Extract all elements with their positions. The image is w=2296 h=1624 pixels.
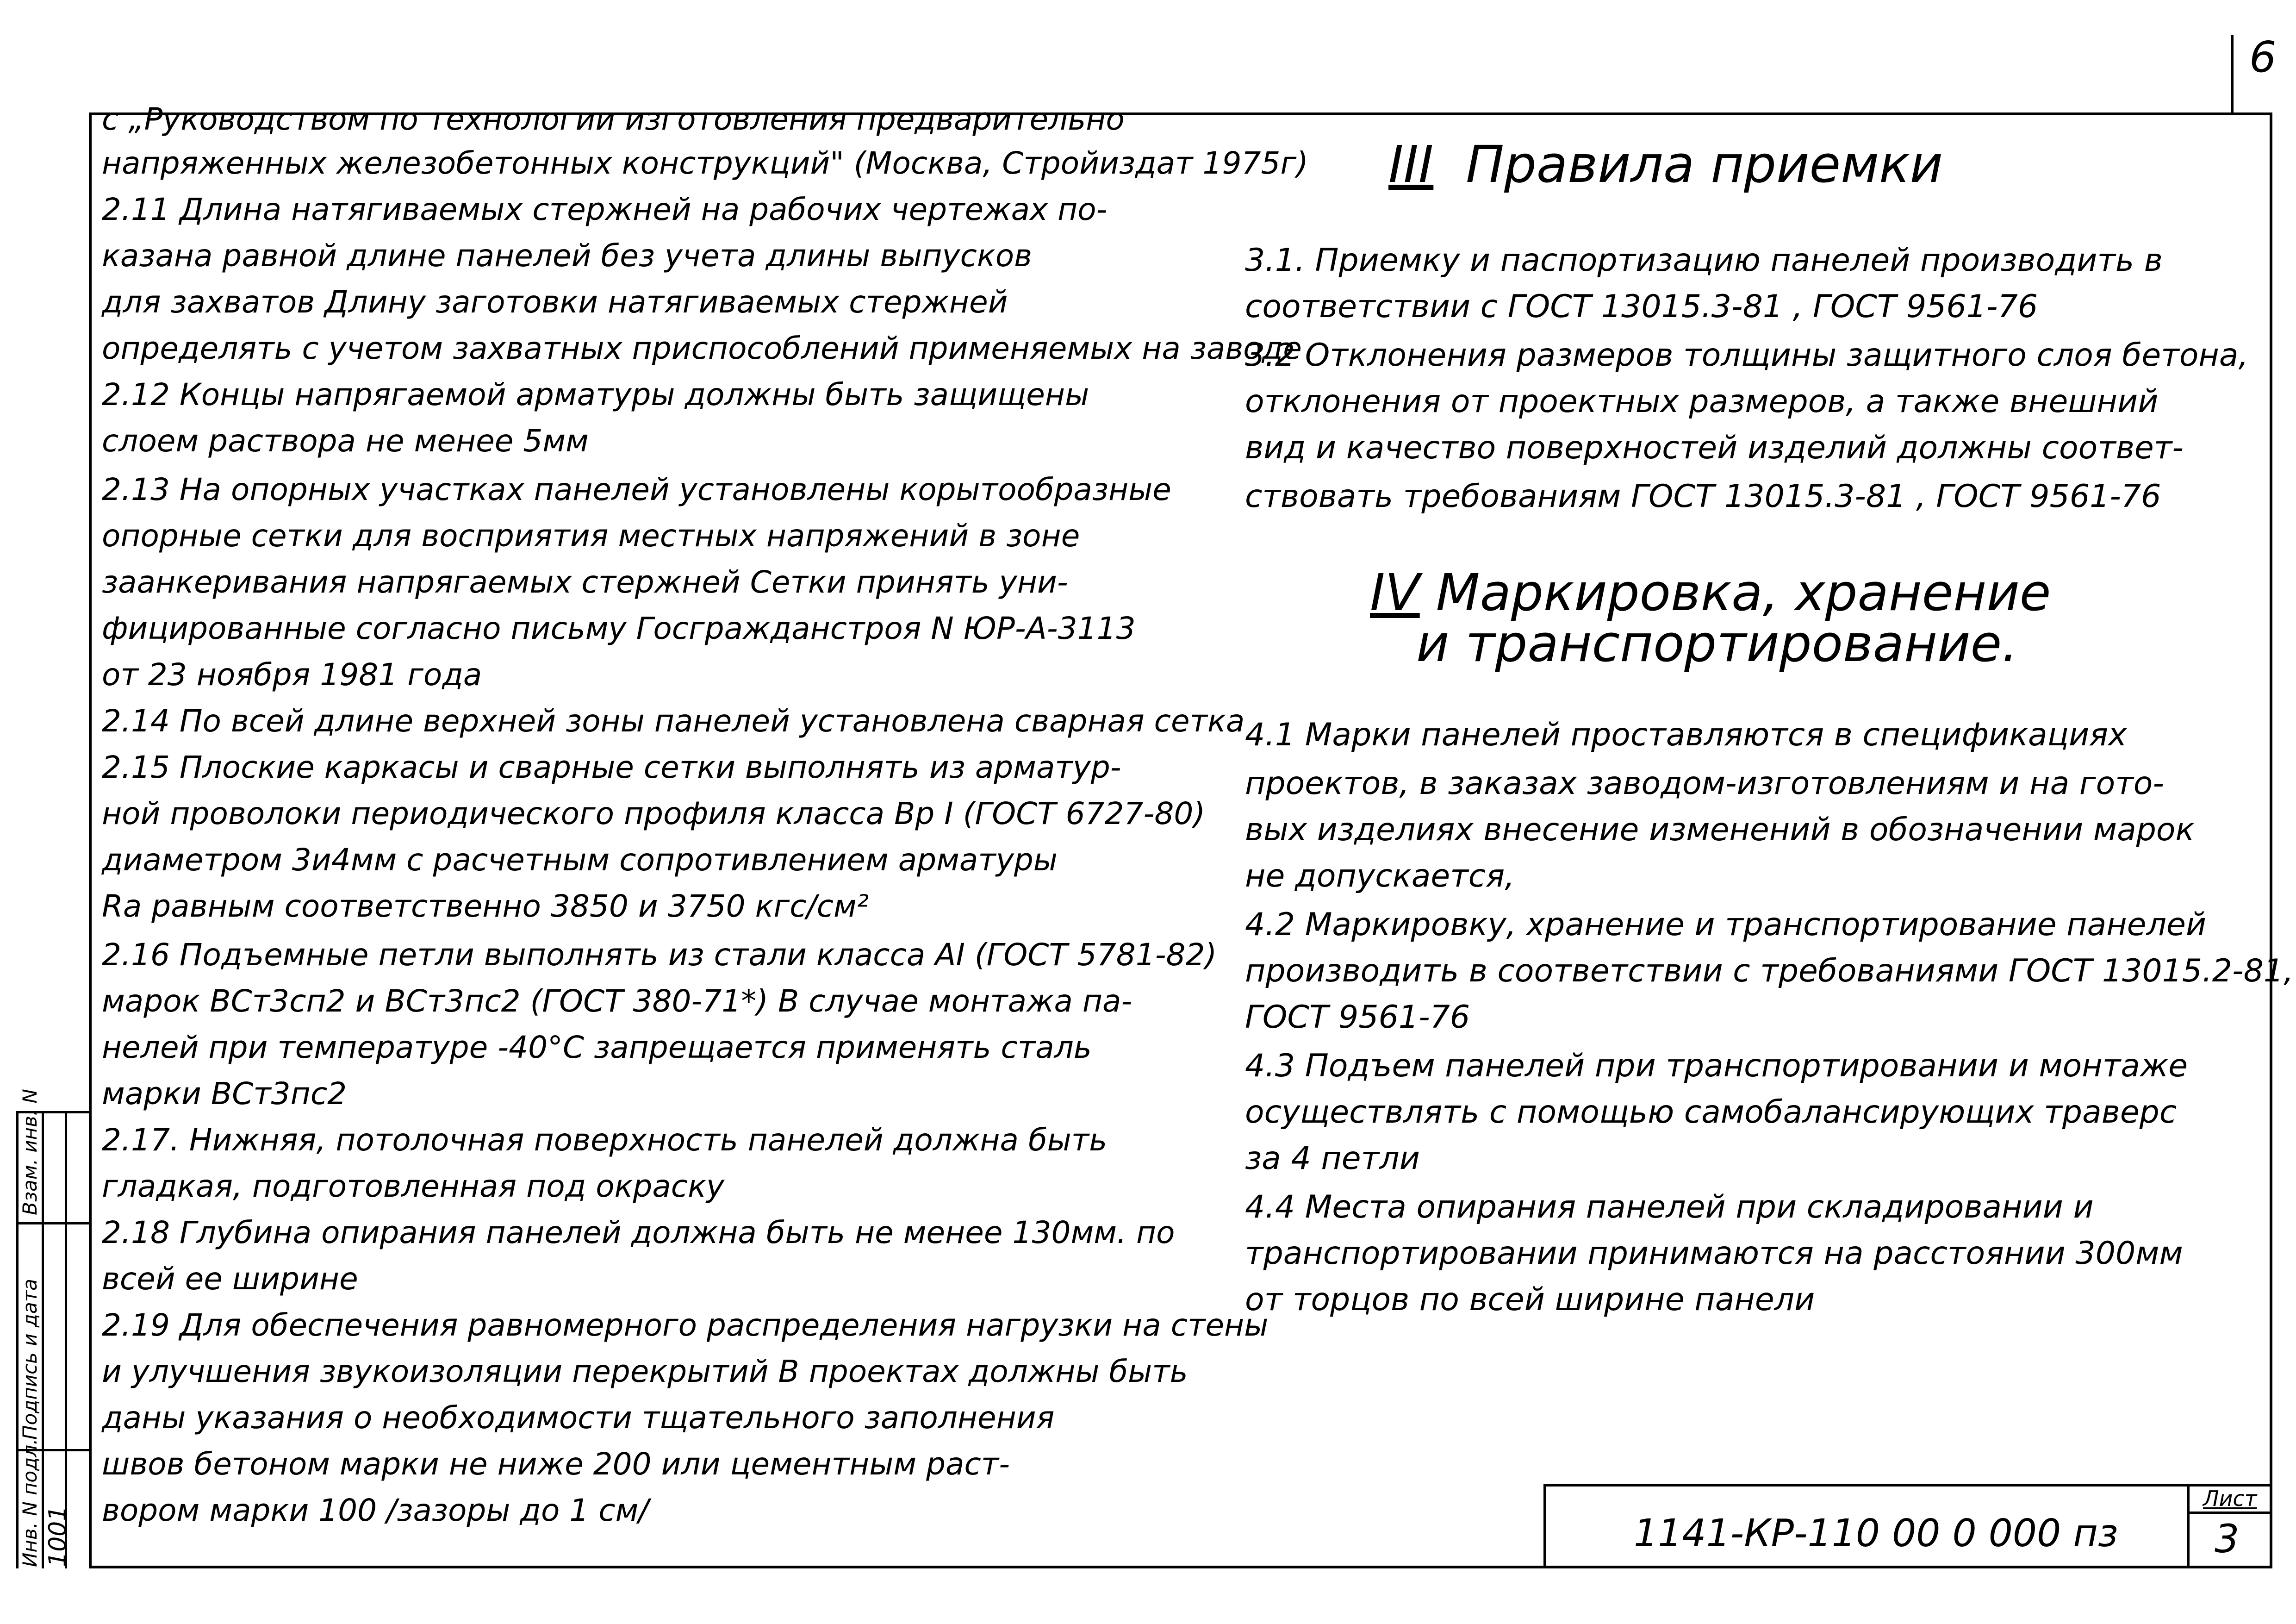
left-line: казана равной длине панелей без учета длины выпусков (102, 238, 1033, 274)
side-podpis-label: Подпись и дата (19, 1279, 41, 1440)
section3-heading (1388, 135, 1943, 194)
section3-line: отклонения от проектных размеров, а также внешний (1245, 383, 2159, 420)
sheet-label: Лист (2203, 1486, 2257, 1511)
side-vzam-label: Взам. инв. N (19, 1089, 41, 1215)
left-line: 2.16 Подъемные петли выполнять из стали класса AI (ГОСТ 5781-82) (102, 937, 1217, 973)
left-line: 2.19 Для обеспечения равномерного распределения нагрузки на стены (102, 1307, 1269, 1343)
left-line: диаметром 3и4мм с расчетным сопротивлением арматуры (102, 842, 1058, 878)
left-line: 2.18 Глубина опирания панелей должна быть не менее 130мм. по (102, 1215, 1175, 1250)
side-handwritten-number: 1001 (44, 1505, 72, 1567)
document-code: 1141-КР-110 00 0 000 пз (1634, 1512, 2118, 1555)
left-line: 2.15 Плоские каркасы и сварные сетки выполнять из арматур- (102, 750, 1121, 785)
left-line: гладкая, подготовленная под окраску (102, 1168, 725, 1204)
section4-line: вых изделиях внесение изменений в обозначении марок (1245, 812, 2195, 848)
section4-line: 4.3 Подъем панелей при транспортировании и монтаже (1245, 1048, 2188, 1084)
left-line: даны указания о необходимости тщательного заполнения (102, 1400, 1055, 1436)
section3-line: 3.2 Отклонения размеров толщины защитного слоя бетона, (1245, 337, 2249, 374)
left-line: и улучшения звукоизоляции перекрытий В проектах должны быть (102, 1354, 1188, 1389)
section4-line: проектов, в заказах заводом-изготовлениям и на гото- (1245, 765, 2164, 802)
section3-line: ствовать требованиям ГОСТ 13015.3-81 , ГОСТ 9561-76 (1245, 478, 2161, 515)
left-line: 2.11 Длина натягиваемых стержней на рабочих чертежах по- (102, 192, 1108, 227)
page-number: 6 (2249, 32, 2277, 82)
left-line: всей ее ширине (102, 1261, 358, 1297)
left-line: марок ВСт3сп2 и ВСт3пс2 (ГОСТ 380-71*) В случае монтажа па- (102, 983, 1132, 1019)
left-line: Ra равным соответственно 3850 и 3750 кгс/см² (102, 888, 869, 924)
section4-title-line2: и транспортирование. (1416, 614, 2018, 673)
section4-numeral: IV (1370, 563, 1420, 622)
left-line: швов бетоном марки не ниже 200 или цементным раст- (102, 1446, 1010, 1482)
section3-numeral: III (1388, 135, 1434, 194)
left-line: вором марки 100 /зазоры до 1 см/ (102, 1493, 649, 1528)
section3-line: соответствии с ГОСТ 13015.3-81 , ГОСТ 9561-76 (1245, 288, 2038, 325)
left-line: нелей при температуре -40°С запрещается применять сталь (102, 1030, 1092, 1065)
left-line: опорные сетки для восприятия местных напряжений в зоне (102, 518, 1080, 554)
section3-line: вид и качество поверхностей изделий должны соответ- (1245, 430, 2184, 466)
left-line: для захватов Длину заготовки натягиваемых стержней (102, 284, 1008, 320)
section4-line: осуществлять с помощью самобалансирующих траверс (1245, 1094, 2177, 1131)
section4-line: не допускается, (1245, 858, 1515, 894)
left-line: заанкеривания напрягаемых стержней Сетки принять уни- (102, 564, 1068, 600)
left-line: слоем раствора не менее 5мм (102, 423, 589, 459)
section3-line: 3.1. Приемку и паспортизацию панелей производить в (1245, 242, 2163, 279)
left-line: фицированные согласно письму Госгражданстроя N ЮР-А-3113 (102, 611, 1136, 646)
top-edge-mark (2231, 35, 2234, 112)
section4-line: производить в соответствии с требованиями ГОСТ 13015.2-81, (1245, 953, 2294, 989)
section4-line: 4.4 Места опирания панелей при складировании и (1245, 1189, 2094, 1225)
section4-title-line1: Маркировка, хранение (1436, 563, 2051, 622)
left-line: напряженных железобетонных конструкций" (Москва, Стройиздат 1975г) (102, 145, 1308, 181)
section4-line: ГОСТ 9561-76 (1245, 999, 1470, 1036)
section4-line: 4.1 Марки панелей проставляются в спецификациях (1245, 717, 2127, 753)
left-line: 2.14 По всей длине верхней зоны панелей установлена сварная сетка (102, 703, 1245, 739)
left-line: марки ВСт3пс2 (102, 1076, 347, 1112)
section4-line: за 4 петли (1245, 1140, 1420, 1177)
side-stamp-row-line (16, 1222, 90, 1224)
left-line: 2.17. Нижняя, потолочная поверхность панелей должна быть (102, 1122, 1108, 1158)
side-stamp-divider (65, 1111, 67, 1568)
section4-heading (1370, 563, 2051, 622)
left-line: 2.13 На опорных участках панелей установлены корытообразные (102, 472, 1171, 507)
left-line: с „Руководством по технологии изготовления предварительно (102, 101, 1125, 137)
left-line: 2.12 Концы напрягаемой арматуры должны быть защищены (102, 377, 1089, 412)
side-stamp-divider (42, 1111, 44, 1568)
left-line: определять с учетом захватных приспособлений применяемых на заводе (102, 331, 1302, 366)
sheet-number: 3 (2215, 1516, 2240, 1562)
section4-line: 4.2 Маркировку, хранение и транспортирование панелей (1245, 906, 2207, 943)
section3-title: Правила приемки (1466, 135, 1943, 194)
side-inv-label: Инв. N подл. (19, 1438, 41, 1567)
left-line: от 23 ноября 1981 года (102, 657, 482, 693)
left-line: ной проволоки периодического профиля класса Вр I (ГОСТ 6727-80) (102, 796, 1206, 831)
sheet-cell-divider (2187, 1512, 2272, 1514)
section4-line: от торцов по всей ширине панели (1245, 1281, 1815, 1318)
section4-line: транспортировании принимаются на расстоянии 300мм (1245, 1235, 2183, 1272)
